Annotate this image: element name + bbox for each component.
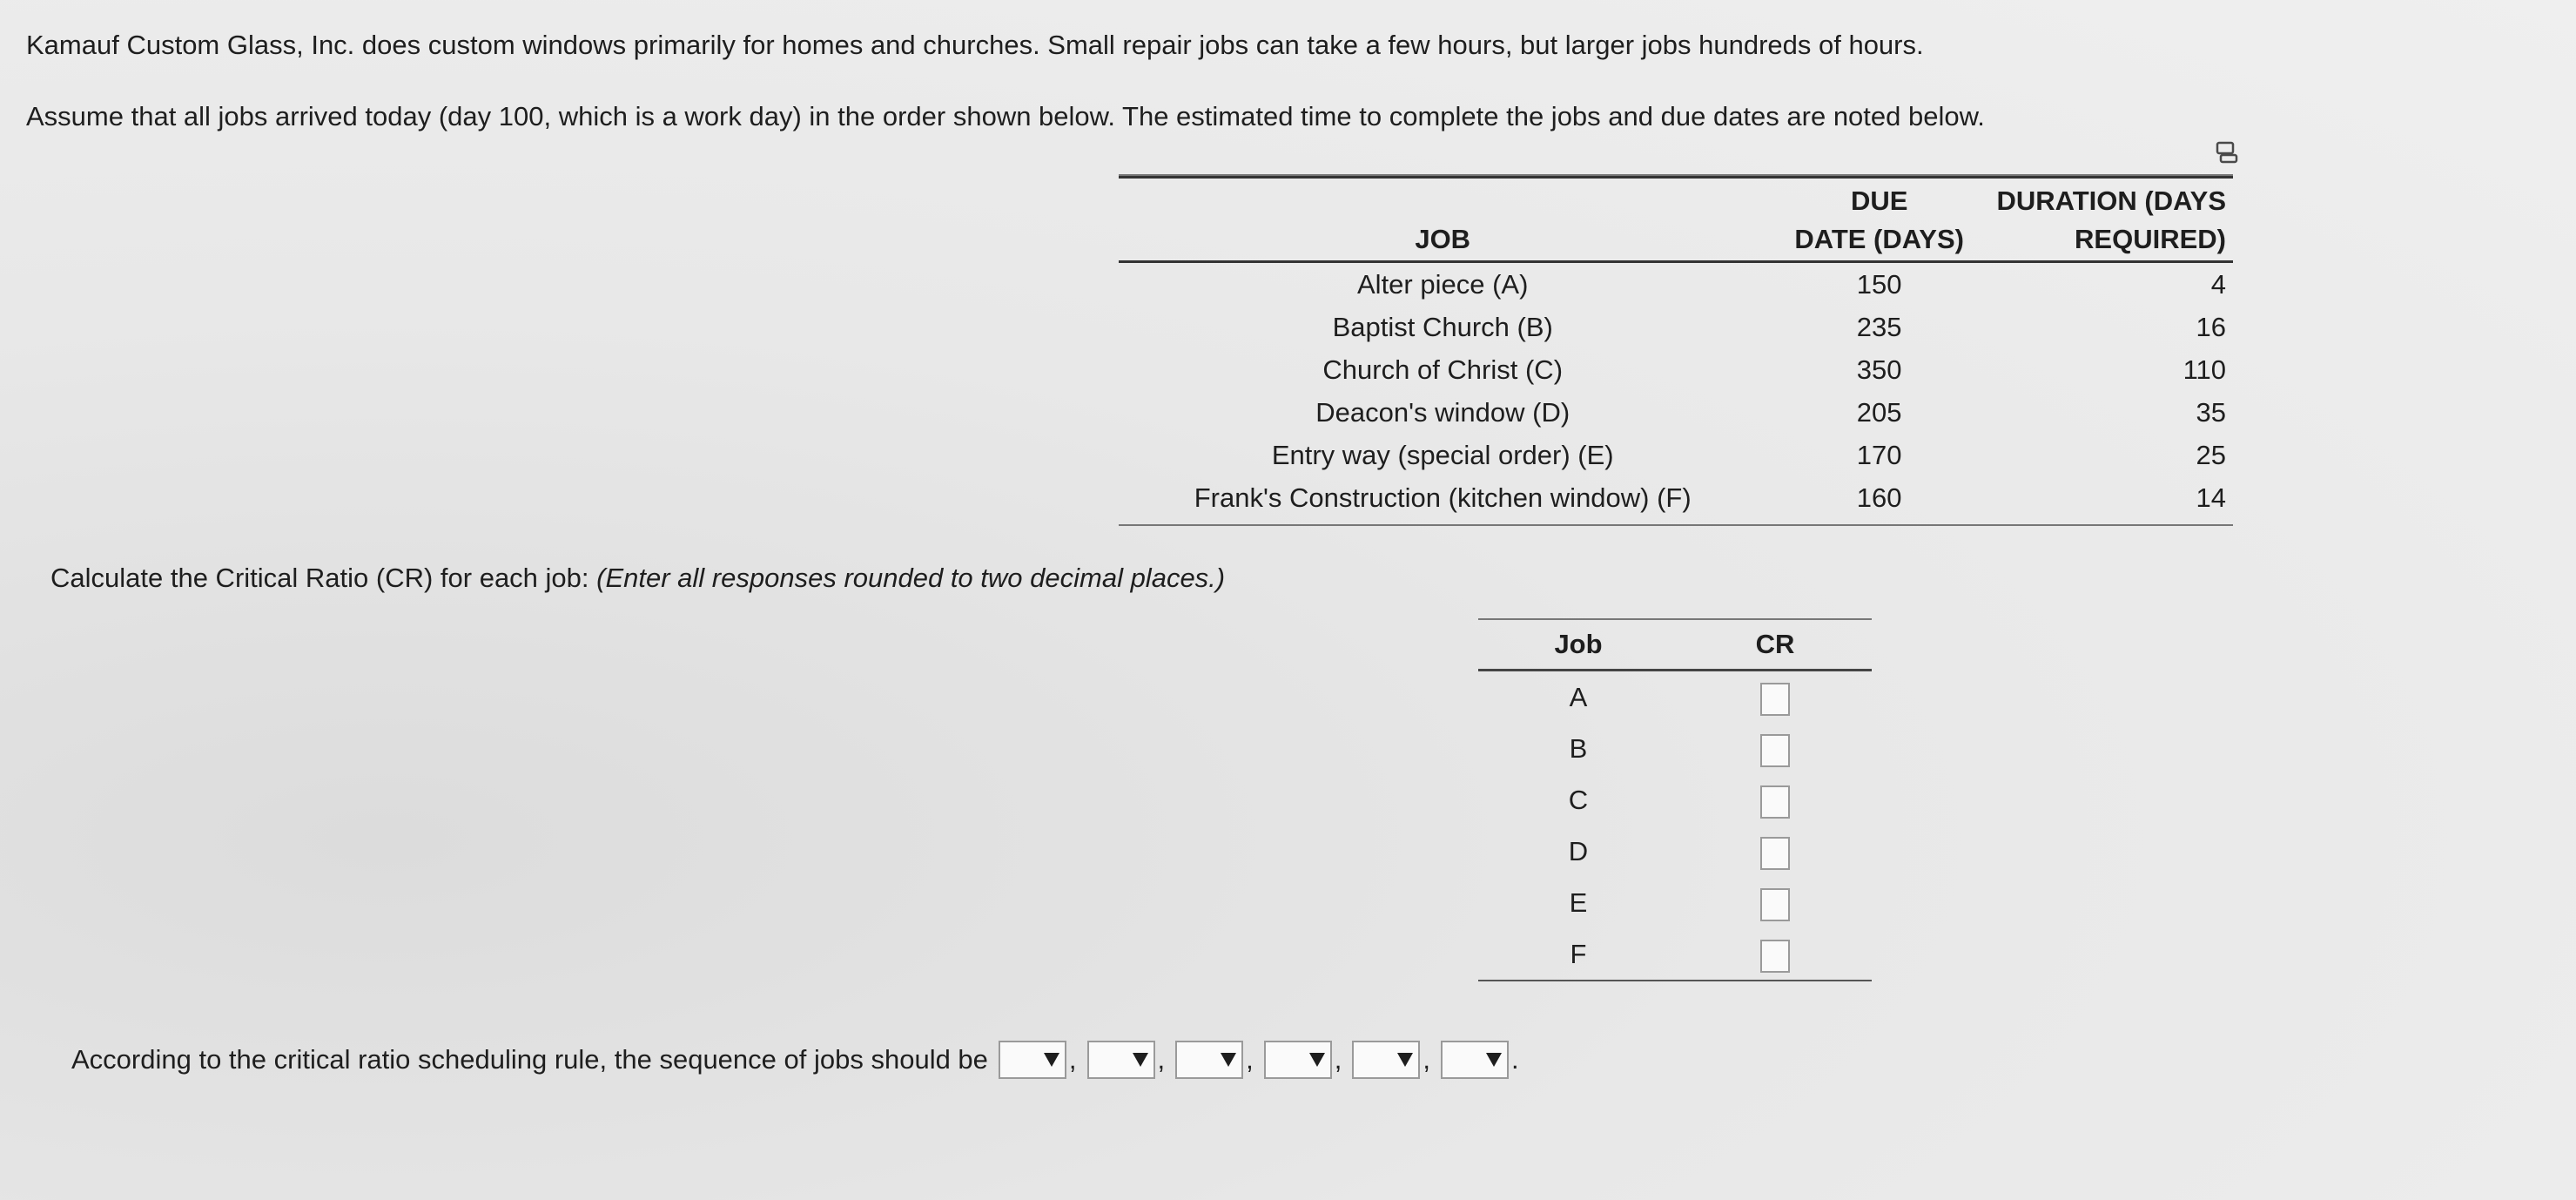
- jobs-table: [1119, 174, 2233, 526]
- cr-answer-table: [1478, 618, 1872, 981]
- triangle-down-icon: [1044, 1053, 1059, 1067]
- help-icon[interactable]: [2216, 141, 2238, 164]
- job-name: Frank's Construction (kitchen window) (F): [1119, 476, 1766, 525]
- sequence-select-5[interactable]: [1352, 1041, 1420, 1079]
- duration: 16: [2196, 312, 2226, 342]
- sequence-select-1[interactable]: [999, 1041, 1066, 1079]
- table-row: [1478, 723, 1872, 774]
- due-date: 205: [1856, 397, 1902, 428]
- cr-job-label: D: [1568, 836, 1589, 866]
- intro-text: Kamauf Custom Glass, Inc. does custom windows primarily for homes and churches. Small repair jobs can take a few hours, but larger jobs hundreds of hours.: [26, 30, 1924, 60]
- header-job: JOB: [1119, 178, 1766, 262]
- triangle-down-icon: [1486, 1053, 1502, 1067]
- job-name: Church of Christ (C): [1322, 354, 1564, 385]
- due-date: 235: [1856, 312, 1902, 342]
- cr-job-label: C: [1568, 785, 1589, 815]
- table-row: [1119, 391, 2233, 434]
- triangle-down-icon: [1309, 1053, 1325, 1067]
- due-date: 160: [1766, 476, 1991, 525]
- sequence-prompt: According to the critical ratio scheduling rule, the sequence of jobs should be: [71, 1044, 988, 1075]
- sequence-select-3[interactable]: [1175, 1041, 1243, 1079]
- cr-instructions: [50, 561, 1225, 596]
- triangle-down-icon: [1397, 1053, 1413, 1067]
- table-row: [1119, 348, 2233, 391]
- duration: 35: [2196, 397, 2226, 428]
- job-name: Entry way (special order) (E): [1271, 440, 1614, 470]
- duration: 14: [1992, 476, 2233, 525]
- separator: ,: [1157, 1044, 1166, 1075]
- duration: 25: [2196, 440, 2226, 470]
- table-row: [1119, 262, 2233, 307]
- cr-input-f[interactable]: [1760, 940, 1790, 973]
- cr-job-label: E: [1569, 887, 1588, 918]
- duration: 110: [2183, 354, 2226, 385]
- cr-input-e[interactable]: [1760, 888, 1790, 921]
- header-duration: DURATION (DAYS REQUIRED): [1992, 178, 2233, 262]
- sequence-question: [71, 1038, 1519, 1082]
- duration: 4: [2210, 269, 2226, 300]
- cr-input-b[interactable]: [1760, 734, 1790, 767]
- cr-input-a[interactable]: [1760, 683, 1790, 716]
- table-row: [1478, 826, 1872, 877]
- separator: ,: [1423, 1044, 1431, 1075]
- separator: ,: [1068, 1044, 1077, 1075]
- table-row: [1478, 928, 1872, 981]
- triangle-down-icon: [1221, 1053, 1236, 1067]
- terminator: .: [1511, 1044, 1519, 1075]
- cr-job-label: B: [1569, 733, 1588, 764]
- separator: ,: [1334, 1044, 1342, 1075]
- cr-job-label: F: [1478, 928, 1678, 981]
- assumption-text: Assume that all jobs arrived today (day 100, which is a work day) in the order shown below. The estimated time to complete the jobs and due dates are noted below.: [26, 101, 1985, 131]
- table-row: [1478, 774, 1872, 826]
- table-row: [1119, 434, 2233, 476]
- job-name: Deacon's window (D): [1315, 397, 1570, 428]
- sequence-select-2[interactable]: [1087, 1041, 1155, 1079]
- header-cr: CR: [1678, 619, 1872, 671]
- triangle-down-icon: [1133, 1053, 1148, 1067]
- cr-job-label: A: [1569, 682, 1588, 712]
- table-row: [1478, 671, 1872, 724]
- due-date: 350: [1856, 354, 1902, 385]
- cr-prompt-text: Calculate the Critical Ratio (CR) for each job:: [50, 563, 597, 593]
- cr-input-c[interactable]: [1760, 785, 1790, 819]
- sequence-select-4[interactable]: [1264, 1041, 1332, 1079]
- due-date: 150: [1856, 269, 1902, 300]
- table-row: [1119, 306, 2233, 348]
- job-name: Alter piece (A): [1357, 269, 1529, 300]
- header-due-date: DUE DATE (DAYS): [1766, 178, 1991, 262]
- separator: ,: [1246, 1044, 1254, 1075]
- cr-input-d[interactable]: [1760, 837, 1790, 870]
- job-name: Baptist Church (B): [1332, 312, 1553, 342]
- due-date: 170: [1856, 440, 1902, 470]
- sequence-select-6[interactable]: [1441, 1041, 1509, 1079]
- table-row: [1478, 877, 1872, 928]
- header-job: Job: [1478, 619, 1678, 671]
- cr-prompt-hint: (Enter all responses rounded to two decimal places.): [596, 563, 1226, 593]
- table-row: [1119, 476, 2233, 525]
